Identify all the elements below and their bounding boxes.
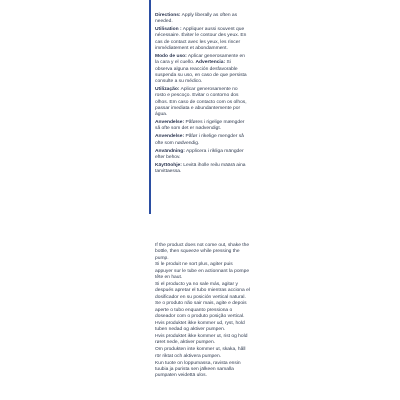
directions-text: Aplicar generosamente no rosto e pescoço. Evitar o contorno dos olhos. Em caso de contacto com os olhos, passar imediata e abundantemente por água.	[155, 87, 247, 118]
directions-label: Anvendelse:	[155, 134, 185, 140]
warning-text: Si observa alguna reacción desfavorable suspenda su uso, en caso de que persista consulte a su médico.	[155, 60, 247, 85]
pump-instructions-section	[155, 243, 251, 380]
directions-section	[155, 13, 248, 177]
directions-label: Utilisation :	[155, 27, 182, 33]
directions-text: Appliquer aussi souvent que nécessaire. Éviter le contour des yeux. En cas de contact avec les yeux, les rincer immédiatement et abondamment.	[155, 27, 247, 52]
directions-label: Användning:	[155, 148, 185, 154]
directions-fr	[155, 27, 248, 52]
directions-text: Aplicar generosamente en la cara y el cuello.	[155, 53, 245, 66]
pump-instruction-pt: Se o produto não sair mais, agite e depois aperte o tubo enquanto pressiona o doseador com o produto posição vertical.	[155, 301, 247, 320]
directions-text: Påføres i rigelige mængder så ofte som det er nødvendigt.	[155, 120, 245, 132]
directions-text: Levitä iholle reilu määrä aina tarvittaessa.	[155, 162, 246, 174]
directions-pt	[155, 87, 248, 118]
blue-divider-line	[149, 0, 151, 214]
directions-label: Directions:	[155, 13, 181, 18]
directions-label: Anvendelse:	[155, 120, 185, 126]
directions-sv	[155, 149, 248, 162]
pump-instruction-es: Si el producto ya no sale más, agitar y después apretar el tubo mientras acciona el dosificador en su posición vertical natural.	[155, 281, 250, 300]
directions-no	[155, 134, 248, 147]
directions-fi	[155, 163, 248, 176]
pump-instruction-en: If the product does not come out, shake the bottle, then squeeze while pressing the pump.	[155, 243, 250, 261]
directions-text: Påfør i rikelige mengder så ofte som nødvendig.	[155, 134, 244, 146]
directions-es	[155, 54, 248, 85]
warning-label: Advertencia:	[195, 60, 226, 66]
pump-instruction-no: Hvis produktet ikke kommer ut, rist og hold røret nede, aktiver pumpen.	[155, 334, 248, 346]
pump-instruction-fi: Kun tuote on loppumassa, ravista ensin tuubia ja purista sen jälkeen samalla pumpaten veidettä ulos.	[155, 360, 241, 379]
directions-en	[155, 13, 248, 26]
directions-label: Utilização:	[155, 87, 180, 93]
directions-text: Applicera i rikliga mängder efter behov.	[155, 148, 244, 160]
directions-da	[155, 120, 248, 133]
pump-instruction-sv: Om produkten inte kommer ut, skaka, håll rör riktat och aktivera pumpen.	[155, 347, 246, 359]
pump-instruction-da: Hvis produktet ikke kommer ud, ryst, hold tuben nedad og aktiver pumpen.	[155, 320, 245, 333]
directions-text: Apply liberally as often as needed.	[155, 13, 238, 25]
directions-label: Käyttöohje:	[155, 162, 182, 168]
pump-instruction-fr: Si le produit ne sort plus, agiter puis appuyer sur le tube en actionnant la pompe tête en haut.	[155, 262, 250, 281]
directions-label: Modo de uso:	[155, 53, 187, 59]
